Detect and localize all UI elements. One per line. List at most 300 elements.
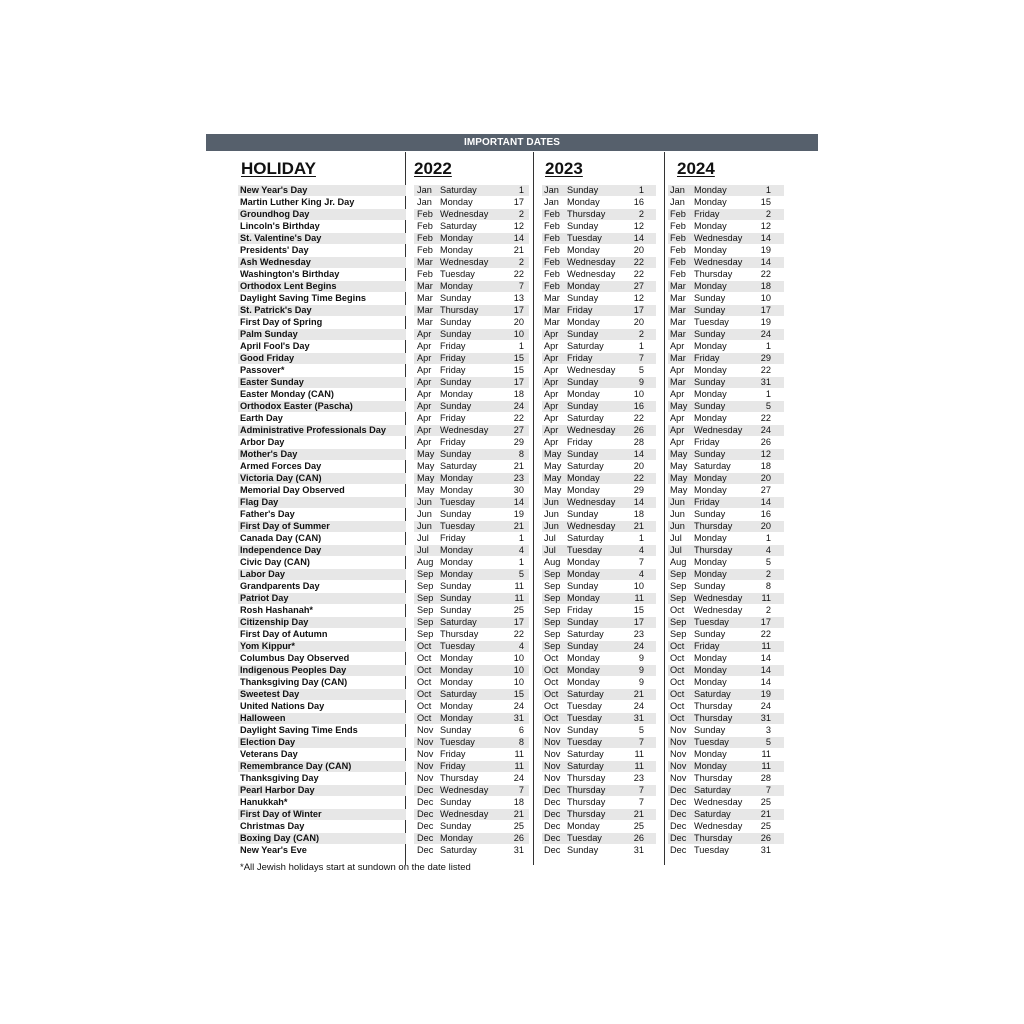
table-row bbox=[238, 712, 784, 724]
day-2023: 17 bbox=[633, 617, 644, 627]
year-2022-header: 2022 bbox=[414, 159, 452, 178]
month-2023: Sep bbox=[544, 581, 561, 591]
day-2023: 15 bbox=[633, 605, 644, 615]
day-2023: 12 bbox=[633, 221, 644, 231]
day-2024: 5 bbox=[765, 401, 771, 411]
day-2023: 11 bbox=[634, 761, 644, 771]
day-2024: 2 bbox=[765, 569, 771, 579]
table-row bbox=[238, 484, 784, 496]
weekday-2023: Thursday bbox=[567, 773, 606, 783]
month-2023: Oct bbox=[544, 701, 559, 711]
day-2024: 11 bbox=[761, 593, 771, 603]
weekday-2023: Tuesday bbox=[567, 233, 602, 243]
day-2023: 5 bbox=[638, 725, 644, 735]
month-2022: Jun bbox=[417, 509, 432, 519]
weekday-2024: Wednesday bbox=[694, 605, 743, 615]
weekday-2022: Friday bbox=[440, 413, 466, 423]
month-2024: Mar bbox=[670, 293, 686, 303]
holiday-name: Orthodox Lent Begins bbox=[240, 281, 337, 291]
weekday-2024: Thursday bbox=[694, 521, 733, 531]
day-2022: 11 bbox=[514, 593, 524, 603]
weekday-2023: Monday bbox=[567, 665, 600, 675]
weekday-2023: Saturday bbox=[567, 413, 604, 423]
holiday-table bbox=[238, 184, 784, 856]
month-2024: Nov bbox=[670, 773, 687, 783]
weekday-2022: Monday bbox=[440, 233, 473, 243]
month-2023: Oct bbox=[544, 689, 559, 699]
weekday-2022: Saturday bbox=[440, 617, 477, 627]
weekday-2022: Thursday bbox=[440, 305, 479, 315]
weekday-2022: Friday bbox=[440, 365, 466, 375]
day-2023: 26 bbox=[633, 425, 644, 435]
month-2022: Nov bbox=[417, 773, 434, 783]
day-2024: 11 bbox=[761, 761, 771, 771]
table-row bbox=[238, 796, 784, 808]
month-2024: Sep bbox=[670, 569, 687, 579]
weekday-2022: Friday bbox=[440, 353, 466, 363]
month-2024: May bbox=[670, 461, 688, 471]
month-2024: Jul bbox=[670, 533, 682, 543]
weekday-2024: Saturday bbox=[694, 689, 731, 699]
weekday-2022: Wednesday bbox=[440, 257, 489, 267]
day-2024: 12 bbox=[760, 221, 771, 231]
weekday-2024: Monday bbox=[694, 473, 727, 483]
day-2023: 16 bbox=[633, 197, 644, 207]
day-2022: 26 bbox=[513, 833, 524, 843]
holiday-name: Christmas Day bbox=[240, 821, 305, 831]
weekday-2023: Saturday bbox=[567, 533, 604, 543]
day-2023: 24 bbox=[633, 701, 644, 711]
day-2023: 11 bbox=[634, 593, 644, 603]
month-2024: Sep bbox=[670, 593, 687, 603]
day-2023: 4 bbox=[638, 569, 644, 579]
day-2024: 24 bbox=[760, 425, 771, 435]
month-2023: Apr bbox=[544, 341, 559, 351]
day-2023: 22 bbox=[633, 257, 644, 267]
table-row bbox=[238, 604, 784, 616]
day-2023: 9 bbox=[638, 653, 644, 663]
weekday-2024: Monday bbox=[694, 677, 727, 687]
day-2022: 14 bbox=[513, 233, 524, 243]
weekday-2024: Saturday bbox=[694, 461, 731, 471]
day-2022: 31 bbox=[513, 845, 524, 855]
year-2023-header: 2023 bbox=[545, 159, 583, 178]
weekday-2022: Sunday bbox=[440, 377, 472, 387]
day-2022: 24 bbox=[513, 773, 524, 783]
table-row bbox=[238, 424, 784, 436]
month-2023: Dec bbox=[544, 797, 561, 807]
month-2022: Jul bbox=[417, 533, 429, 543]
weekday-2023: Wednesday bbox=[567, 365, 616, 375]
day-2022: 25 bbox=[513, 605, 524, 615]
month-2023: Feb bbox=[544, 245, 560, 255]
month-2022: Feb bbox=[417, 221, 433, 231]
table-row bbox=[238, 472, 784, 484]
holiday-name: Boxing Day (CAN) bbox=[240, 833, 320, 843]
day-2022: 11 bbox=[514, 581, 524, 591]
month-2024: Feb bbox=[670, 209, 686, 219]
month-2024: Feb bbox=[670, 245, 686, 255]
month-2024: May bbox=[670, 473, 688, 483]
month-2022: Apr bbox=[417, 329, 432, 339]
day-2024: 1 bbox=[765, 341, 771, 351]
day-2024: 1 bbox=[765, 389, 771, 399]
weekday-2024: Monday bbox=[694, 413, 727, 423]
holiday-name: Orthodox Easter (Pascha) bbox=[240, 401, 353, 411]
day-2023: 20 bbox=[633, 461, 644, 471]
month-2024: Apr bbox=[670, 341, 685, 351]
weekday-2023: Sunday bbox=[567, 185, 599, 195]
day-2024: 20 bbox=[760, 473, 771, 483]
weekday-2022: Sunday bbox=[440, 605, 472, 615]
weekday-2022: Friday bbox=[440, 761, 466, 771]
holiday-name: Earth Day bbox=[240, 413, 283, 423]
month-2023: Dec bbox=[544, 833, 561, 843]
weekday-2022: Tuesday bbox=[440, 269, 475, 279]
holiday-name: Ash Wednesday bbox=[240, 257, 311, 267]
month-2024: Apr bbox=[670, 425, 685, 435]
month-2024: Apr bbox=[670, 437, 685, 447]
table-row bbox=[238, 328, 784, 340]
table-row bbox=[238, 496, 784, 508]
day-2024: 31 bbox=[760, 377, 771, 387]
holiday-name: Halloween bbox=[240, 713, 286, 723]
day-2022: 17 bbox=[513, 197, 524, 207]
weekday-2024: Saturday bbox=[694, 809, 731, 819]
day-2024: 26 bbox=[760, 833, 771, 843]
weekday-2023: Saturday bbox=[567, 341, 604, 351]
weekday-2023: Thursday bbox=[567, 209, 606, 219]
weekday-2024: Thursday bbox=[694, 713, 733, 723]
weekday-2023: Monday bbox=[567, 677, 600, 687]
day-2023: 5 bbox=[638, 365, 644, 375]
day-2024: 5 bbox=[765, 557, 771, 567]
day-2022: 12 bbox=[513, 221, 524, 231]
holiday-name: St. Valentine's Day bbox=[240, 233, 322, 243]
weekday-2023: Saturday bbox=[567, 629, 604, 639]
holiday-name: First Day of Winter bbox=[240, 809, 322, 819]
table-row bbox=[238, 832, 784, 844]
month-2024: Oct bbox=[670, 701, 685, 711]
weekday-2023: Monday bbox=[567, 485, 600, 495]
month-2022: May bbox=[417, 473, 435, 483]
weekday-2024: Tuesday bbox=[694, 317, 729, 327]
month-2022: Apr bbox=[417, 413, 432, 423]
day-2023: 2 bbox=[638, 329, 644, 339]
holiday-name: Groundhog Day bbox=[240, 209, 310, 219]
day-2022: 6 bbox=[518, 725, 524, 735]
holiday-name: Memorial Day Observed bbox=[240, 485, 345, 495]
weekday-2022: Monday bbox=[440, 389, 473, 399]
month-2023: Apr bbox=[544, 425, 559, 435]
weekday-2023: Sunday bbox=[567, 449, 599, 459]
weekday-2022: Monday bbox=[440, 653, 473, 663]
holiday-name: First Day of Autumn bbox=[240, 629, 328, 639]
month-2022: Dec bbox=[417, 833, 434, 843]
month-2023: May bbox=[544, 473, 562, 483]
month-2022: Mar bbox=[417, 293, 433, 303]
day-2022: 1 bbox=[518, 533, 524, 543]
weekday-2023: Friday bbox=[567, 605, 593, 615]
month-2022: Dec bbox=[417, 845, 434, 855]
day-2022: 15 bbox=[513, 365, 524, 375]
day-2022: 7 bbox=[518, 281, 524, 291]
table-row bbox=[238, 220, 784, 232]
month-2024: Jan bbox=[670, 197, 685, 207]
day-2023: 12 bbox=[633, 293, 644, 303]
table-row bbox=[238, 412, 784, 424]
day-2024: 16 bbox=[760, 509, 771, 519]
day-2022: 2 bbox=[518, 209, 524, 219]
month-2022: Apr bbox=[417, 377, 432, 387]
month-2023: Nov bbox=[544, 749, 561, 759]
holiday-name: Father's Day bbox=[240, 509, 295, 519]
holiday-name: Easter Sunday bbox=[240, 377, 304, 387]
day-2022: 18 bbox=[513, 389, 524, 399]
day-2024: 5 bbox=[765, 737, 771, 747]
weekday-2023: Saturday bbox=[567, 749, 604, 759]
day-2023: 28 bbox=[633, 437, 644, 447]
month-2022: Sep bbox=[417, 581, 434, 591]
table-row bbox=[238, 556, 784, 568]
weekday-2023: Sunday bbox=[567, 617, 599, 627]
day-2024: 2 bbox=[765, 605, 771, 615]
weekday-2022: Monday bbox=[440, 557, 473, 567]
weekday-2023: Tuesday bbox=[567, 713, 602, 723]
table-row bbox=[238, 652, 784, 664]
holiday-name: Lincoln's Birthday bbox=[240, 221, 320, 231]
important-dates-banner: IMPORTANT DATES bbox=[206, 134, 818, 151]
month-2024: Jun bbox=[670, 509, 685, 519]
weekday-2022: Saturday bbox=[440, 845, 477, 855]
day-2023: 9 bbox=[638, 665, 644, 675]
day-2022: 11 bbox=[514, 761, 524, 771]
holiday-name: St. Patrick's Day bbox=[240, 305, 312, 315]
table-row bbox=[238, 280, 784, 292]
table-row bbox=[238, 628, 784, 640]
weekday-2022: Wednesday bbox=[440, 785, 489, 795]
holiday-name: United Nations Day bbox=[240, 701, 325, 711]
month-2024: Mar bbox=[670, 353, 686, 363]
month-2023: Sep bbox=[544, 569, 561, 579]
weekday-2022: Saturday bbox=[440, 221, 477, 231]
month-2024: May bbox=[670, 449, 688, 459]
month-2023: Sep bbox=[544, 629, 561, 639]
day-2024: 18 bbox=[760, 281, 771, 291]
month-2022: Dec bbox=[417, 809, 434, 819]
table-row bbox=[238, 748, 784, 760]
weekday-2022: Wednesday bbox=[440, 809, 489, 819]
month-2024: Mar bbox=[670, 281, 686, 291]
month-2022: May bbox=[417, 449, 435, 459]
month-2023: Mar bbox=[544, 305, 560, 315]
month-2023: Dec bbox=[544, 845, 561, 855]
table-row bbox=[238, 436, 784, 448]
holiday-name: Mother's Day bbox=[240, 449, 298, 459]
weekday-2024: Sunday bbox=[694, 509, 726, 519]
month-2022: Jan bbox=[417, 197, 432, 207]
day-2024: 14 bbox=[760, 257, 771, 267]
day-2022: 1 bbox=[518, 341, 524, 351]
weekday-2024: Monday bbox=[694, 749, 727, 759]
day-2022: 24 bbox=[513, 701, 524, 711]
day-2022: 15 bbox=[513, 689, 524, 699]
day-2023: 14 bbox=[633, 449, 644, 459]
month-2024: Nov bbox=[670, 725, 687, 735]
month-2024: Dec bbox=[670, 785, 687, 795]
day-2023: 4 bbox=[638, 545, 644, 555]
weekday-2023: Thursday bbox=[567, 809, 606, 819]
table-row bbox=[238, 184, 784, 196]
weekday-2022: Friday bbox=[440, 341, 466, 351]
month-2022: Oct bbox=[417, 701, 432, 711]
day-2024: 10 bbox=[760, 293, 771, 303]
day-2024: 11 bbox=[761, 641, 771, 651]
table-row bbox=[238, 316, 784, 328]
month-2023: Jan bbox=[544, 185, 559, 195]
table-row bbox=[238, 460, 784, 472]
weekday-2022: Monday bbox=[440, 677, 473, 687]
weekday-2024: Monday bbox=[694, 281, 727, 291]
month-2022: Oct bbox=[417, 713, 432, 723]
day-2023: 31 bbox=[633, 713, 644, 723]
holiday-name: Remembrance Day (CAN) bbox=[240, 761, 352, 771]
weekday-2022: Sunday bbox=[440, 725, 472, 735]
day-2024: 27 bbox=[760, 485, 771, 495]
month-2023: Oct bbox=[544, 653, 559, 663]
month-2022: Dec bbox=[417, 785, 434, 795]
month-2022: Oct bbox=[417, 653, 432, 663]
weekday-2022: Tuesday bbox=[440, 737, 475, 747]
month-2023: Sep bbox=[544, 593, 561, 603]
month-2023: Feb bbox=[544, 281, 560, 291]
day-2023: 21 bbox=[633, 689, 644, 699]
month-2024: Feb bbox=[670, 257, 686, 267]
holiday-name: Presidents' Day bbox=[240, 245, 309, 255]
weekday-2023: Sunday bbox=[567, 641, 599, 651]
weekday-2023: Sunday bbox=[567, 329, 599, 339]
weekday-2024: Sunday bbox=[694, 377, 726, 387]
weekday-2023: Wednesday bbox=[567, 269, 616, 279]
holiday-name: New Year's Eve bbox=[240, 845, 307, 855]
weekday-2022: Monday bbox=[440, 281, 473, 291]
table-row bbox=[238, 196, 784, 208]
weekday-2023: Monday bbox=[567, 569, 600, 579]
weekday-2024: Monday bbox=[694, 389, 727, 399]
weekday-2023: Thursday bbox=[567, 785, 606, 795]
holiday-name: Patriot Day bbox=[240, 593, 289, 603]
month-2024: Jun bbox=[670, 497, 685, 507]
month-2022: Sep bbox=[417, 605, 434, 615]
day-2024: 8 bbox=[765, 581, 771, 591]
month-2022: Nov bbox=[417, 737, 434, 747]
day-2023: 14 bbox=[633, 497, 644, 507]
day-2024: 1 bbox=[765, 533, 771, 543]
month-2023: Mar bbox=[544, 293, 560, 303]
weekday-2022: Tuesday bbox=[440, 521, 475, 531]
month-2022: Mar bbox=[417, 317, 433, 327]
day-2022: 21 bbox=[513, 809, 524, 819]
month-2022: Sep bbox=[417, 617, 434, 627]
month-2023: Dec bbox=[544, 821, 561, 831]
day-2022: 5 bbox=[518, 569, 524, 579]
month-2024: Apr bbox=[670, 389, 685, 399]
month-2024: Dec bbox=[670, 833, 687, 843]
day-2022: 27 bbox=[513, 425, 524, 435]
weekday-2023: Sunday bbox=[567, 581, 599, 591]
holiday-name: Administrative Professionals Day bbox=[240, 425, 387, 435]
day-2023: 21 bbox=[633, 809, 644, 819]
month-2024: Dec bbox=[670, 797, 687, 807]
day-2023: 31 bbox=[633, 845, 644, 855]
month-2023: Feb bbox=[544, 269, 560, 279]
day-2022: 22 bbox=[513, 413, 524, 423]
weekday-2024: Friday bbox=[694, 209, 720, 219]
holiday-name: Canada Day (CAN) bbox=[240, 533, 322, 543]
day-2023: 20 bbox=[633, 245, 644, 255]
weekday-2024: Friday bbox=[694, 641, 720, 651]
weekday-2023: Saturday bbox=[567, 761, 604, 771]
weekday-2022: Tuesday bbox=[440, 497, 475, 507]
weekday-2023: Sunday bbox=[567, 293, 599, 303]
month-2022: Apr bbox=[417, 389, 432, 399]
day-2024: 12 bbox=[760, 449, 771, 459]
weekday-2023: Tuesday bbox=[567, 833, 602, 843]
weekday-2024: Friday bbox=[694, 437, 720, 447]
table-row bbox=[238, 340, 784, 352]
weekday-2023: Wednesday bbox=[567, 425, 616, 435]
weekday-2024: Wednesday bbox=[694, 593, 743, 603]
day-2024: 19 bbox=[760, 689, 771, 699]
day-2024: 29 bbox=[760, 353, 771, 363]
day-2024: 14 bbox=[760, 653, 771, 663]
holiday-name: Columbus Day Observed bbox=[240, 653, 350, 663]
month-2024: Dec bbox=[670, 845, 687, 855]
weekday-2023: Friday bbox=[567, 305, 593, 315]
weekday-2023: Saturday bbox=[567, 461, 604, 471]
holiday-name: Easter Monday (CAN) bbox=[240, 389, 334, 399]
month-2023: Jan bbox=[544, 197, 559, 207]
month-2022: Apr bbox=[417, 365, 432, 375]
day-2024: 18 bbox=[760, 461, 771, 471]
weekday-2022: Monday bbox=[440, 245, 473, 255]
month-2023: Sep bbox=[544, 641, 561, 651]
month-2023: Oct bbox=[544, 665, 559, 675]
table-row bbox=[238, 568, 784, 580]
day-2022: 11 bbox=[514, 749, 524, 759]
weekday-2022: Sunday bbox=[440, 401, 472, 411]
day-2023: 22 bbox=[633, 269, 644, 279]
holiday-name: Daylight Saving Time Ends bbox=[240, 725, 358, 735]
table-row bbox=[238, 268, 784, 280]
weekday-2022: Tuesday bbox=[440, 641, 475, 651]
month-2023: Nov bbox=[544, 725, 561, 735]
weekday-2024: Sunday bbox=[694, 449, 726, 459]
month-2023: Mar bbox=[544, 317, 560, 327]
table-row bbox=[238, 544, 784, 556]
month-2024: Aug bbox=[670, 557, 687, 567]
holiday-name: Flag Day bbox=[240, 497, 279, 507]
weekday-2022: Thursday bbox=[440, 773, 479, 783]
day-2022: 17 bbox=[513, 617, 524, 627]
month-2023: Oct bbox=[544, 677, 559, 687]
weekday-2022: Friday bbox=[440, 749, 466, 759]
footnote: *All Jewish holidays start at sundown on the date listed bbox=[240, 862, 471, 873]
table-row bbox=[238, 700, 784, 712]
table-row bbox=[238, 244, 784, 256]
day-2024: 2 bbox=[765, 209, 771, 219]
month-2022: Nov bbox=[417, 725, 434, 735]
